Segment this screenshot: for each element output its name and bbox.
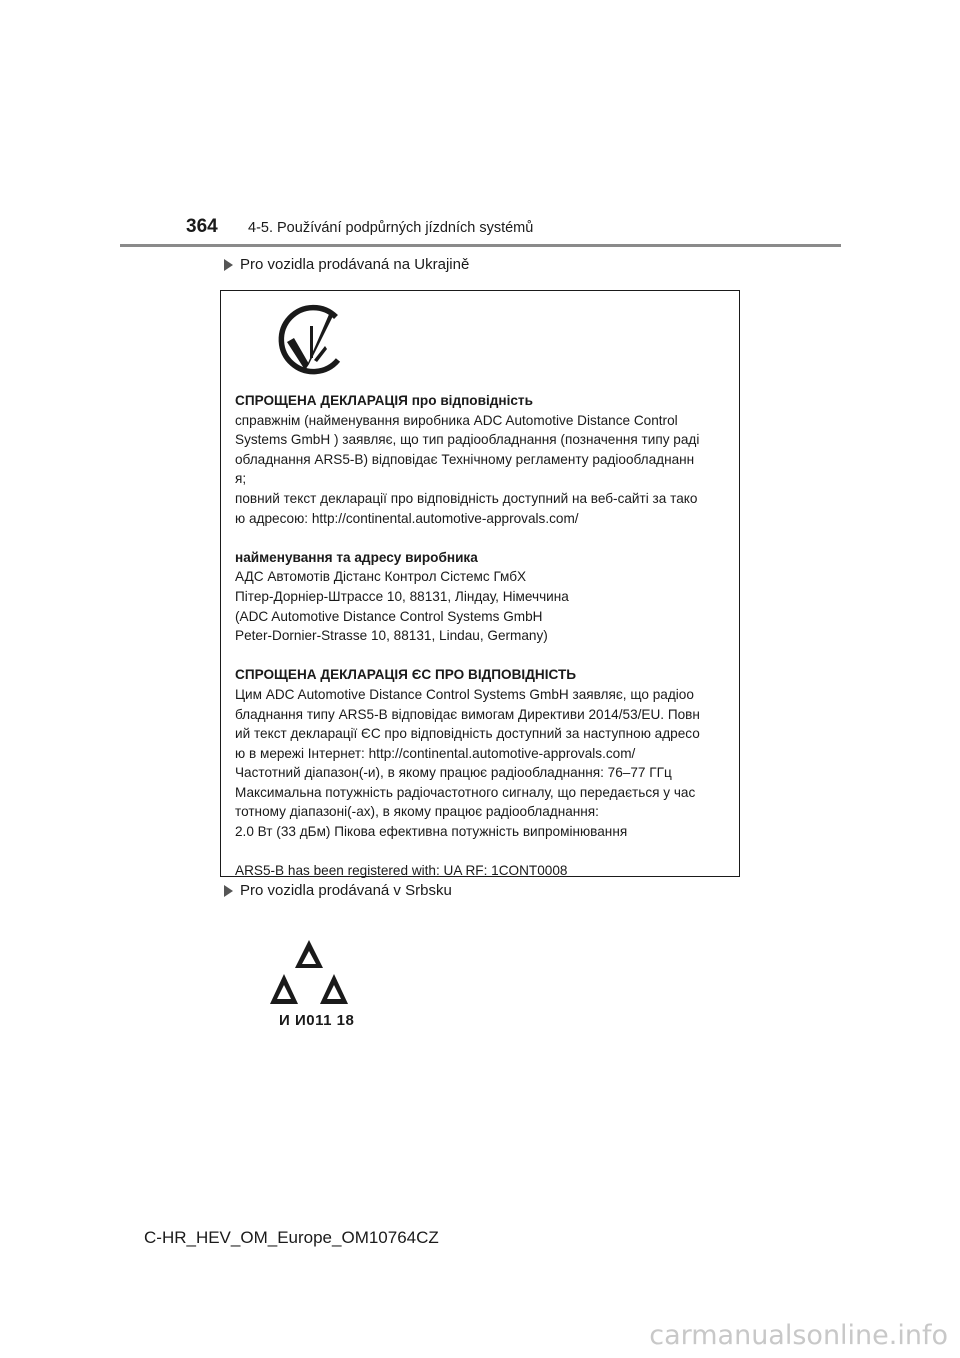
declaration-line: Peter-Dornier-Strasse 10, 88131, Lindau, Germany): [235, 628, 548, 644]
subsection-ukraine-label: Pro vozidla prodávaná na Ukrajině: [240, 256, 470, 273]
declaration-line: я;: [235, 471, 247, 487]
declaration-heading: найменування та адресу виробника: [235, 549, 478, 565]
declaration-line: ю адресою: http://continental.automotive-approvals.com/: [235, 510, 579, 526]
declaration-line: справжнім (найменування виробника ADC Automotive Distance Control: [235, 412, 678, 428]
subsection-ukraine: [224, 256, 469, 273]
ukraine-conformity-mark-icon: [272, 304, 347, 379]
declaration-heading: СПРОЩЕНА ДЕКЛАРАЦІЯ ЄС ПРО ВІДПОВІДНІСТЬ: [235, 667, 577, 683]
triangle-bullet-icon: [224, 259, 233, 271]
subsection-serbia-label: Pro vozidla prodávaná v Srbsku: [240, 882, 452, 899]
declaration-line: повний текст декларації про відповідність доступний на веб-сайті за тако: [235, 490, 698, 506]
declaration-line: Пітер-Дорніер-Штрассе 10, 88131, Ліндау, Німеччина: [235, 588, 569, 604]
declaration-line: тотному діапазоні(-ах), в якому працює радіообладнання:: [235, 804, 599, 820]
paragraph-gap: [235, 646, 735, 666]
declaration-heading: СПРОЩЕНА ДЕКЛАРАЦІЯ про відповідність: [235, 393, 533, 408]
declaration-line: бладнання типу ARS5-B відповідає вимогам Директиви 2014/53/EU. Повн: [235, 706, 700, 722]
ukraine-declaration-box: [220, 290, 740, 877]
declaration-line: Частотний діапазон(-и), в якому працює радіообладнання: 76–77 ГГц: [235, 765, 672, 781]
declaration-line: 2.0 Вт (33 дБм) Пікова ефективна потужність випромінювання: [235, 824, 628, 840]
serbia-mark-label: И И011 18: [279, 1012, 355, 1029]
declaration-line: Systems GmbH ) заявляє, що тип радіообладнання (позначення типу раді: [235, 432, 700, 448]
page-number: 364: [186, 216, 218, 237]
section-title: 4-5. Používání podpůrných jízdních systémů: [248, 220, 534, 236]
footer-doc-id: C-HR_HEV_OM_Europe_OM10764CZ: [144, 1228, 439, 1247]
declaration-line: ARS5-B has been registered with: UA RF: 1CONT0008: [235, 863, 568, 879]
declaration-line: ий текст декларації ЄС про відповідність доступний за наступною адресо: [235, 726, 700, 742]
declaration-line: Цим ADC Automotive Distance Control Systems GmbH заявляє, що радіоо: [235, 686, 694, 702]
declaration-text: [235, 391, 735, 881]
declaration-line: Максимальна потужність радіочастотного сигналу, що передається у час: [235, 784, 696, 800]
subsection-serbia: [224, 882, 452, 899]
paragraph-gap: [235, 842, 735, 862]
declaration-line: ю в мережі Інтернет: http://continental.automotive-approvals.com/: [235, 745, 636, 761]
header-rule: [120, 244, 841, 247]
declaration-line: АДС Автомотів Дістанс Контрол Сістемс ГмбХ: [235, 569, 527, 585]
watermark: carmanualsonline.info: [649, 1320, 948, 1351]
triangle-bullet-icon: [224, 885, 233, 897]
paragraph-gap: [235, 528, 735, 548]
declaration-line: обладнання ARS5-B) відповідає Технічному регламенту радіообладнанн: [235, 451, 695, 467]
declaration-line: (ADC Automotive Distance Control Systems GmbH: [235, 608, 543, 624]
